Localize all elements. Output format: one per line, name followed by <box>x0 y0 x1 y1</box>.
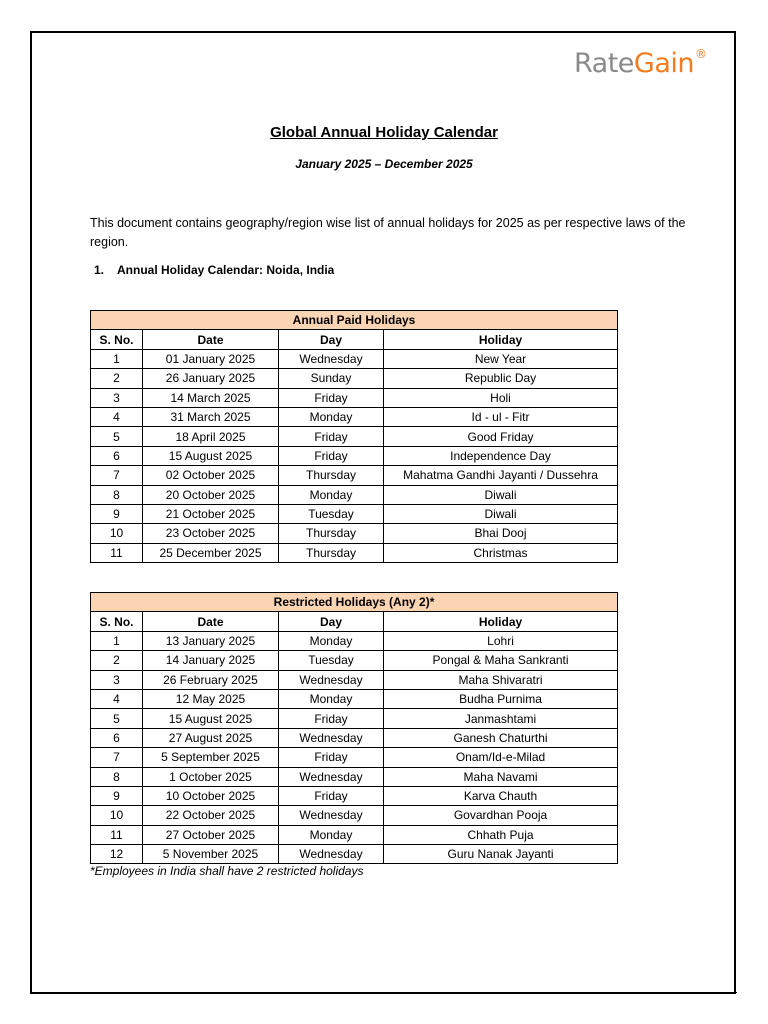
section-title: Annual Holiday Calendar: Noida, India <box>117 263 335 277</box>
cell-sno: 4 <box>91 407 143 426</box>
paid-holidays-caption: Annual Paid Holidays <box>91 311 618 330</box>
cell-holiday: Id - ul - Fitr <box>384 407 618 426</box>
cell-date: 14 March 2025 <box>143 388 279 407</box>
cell-sno: 9 <box>91 504 143 523</box>
cell-date: 26 February 2025 <box>143 670 279 689</box>
cell-sno: 8 <box>91 485 143 504</box>
cell-day: Friday <box>279 446 384 465</box>
table-row <box>91 806 618 825</box>
cell-holiday: Holi <box>384 388 618 407</box>
cell-day: Wednesday <box>279 349 384 368</box>
cell-sno: 9 <box>91 786 143 805</box>
document-subtitle: January 2025 – December 2025 <box>295 157 473 171</box>
cell-sno: 8 <box>91 767 143 786</box>
cell-holiday: Independence Day <box>384 446 618 465</box>
table-row <box>91 728 618 747</box>
cell-date: 02 October 2025 <box>143 466 279 485</box>
cell-sno: 2 <box>91 369 143 388</box>
cell-sno: 12 <box>91 845 143 864</box>
table-caption-row <box>91 593 618 612</box>
cell-date: 31 March 2025 <box>143 407 279 426</box>
cell-day: Thursday <box>279 524 384 543</box>
intro-paragraph: This document contains geography/region wise list of annual holidays for 2025 as per respective laws of the region. <box>90 216 686 249</box>
cell-day: Monday <box>279 689 384 708</box>
table-row <box>91 825 618 844</box>
cell-day: Friday <box>279 427 384 446</box>
table-row <box>91 689 618 708</box>
page-border-shadow-right <box>735 34 736 994</box>
cell-sno: 4 <box>91 689 143 708</box>
cell-sno: 6 <box>91 446 143 465</box>
cell-holiday: Mahatma Gandhi Jayanti / Dussehra <box>384 466 618 485</box>
cell-sno: 7 <box>91 748 143 767</box>
section-heading <box>94 263 334 277</box>
cell-sno: 3 <box>91 388 143 407</box>
column-header-date: Date <box>143 330 279 349</box>
cell-date: 23 October 2025 <box>143 524 279 543</box>
section-number: 1. <box>94 263 105 277</box>
cell-holiday: Onam/Id-e-Milad <box>384 748 618 767</box>
cell-sno: 11 <box>91 825 143 844</box>
table-row <box>91 524 618 543</box>
cell-sno: 3 <box>91 670 143 689</box>
table-row <box>91 427 618 446</box>
table-header-row <box>91 330 618 349</box>
cell-day: Thursday <box>279 466 384 485</box>
cell-day: Tuesday <box>279 504 384 523</box>
cell-holiday: Diwali <box>384 504 618 523</box>
column-header-sno: S. No. <box>91 612 143 631</box>
logo-text-gain: Gain <box>633 48 695 79</box>
table-row <box>91 543 618 562</box>
cell-day: Thursday <box>279 543 384 562</box>
restricted-holidays-table <box>90 592 618 864</box>
cell-date: 14 January 2025 <box>143 651 279 670</box>
cell-sno: 10 <box>91 806 143 825</box>
cell-holiday: Maha Navami <box>384 767 618 786</box>
cell-date: 25 December 2025 <box>143 543 279 562</box>
cell-date: 5 November 2025 <box>143 845 279 864</box>
cell-holiday: Ganesh Chaturthi <box>384 728 618 747</box>
cell-sno: 11 <box>91 543 143 562</box>
cell-holiday: Janmashtami <box>384 709 618 728</box>
cell-holiday: Maha Shivaratri <box>384 670 618 689</box>
table-row <box>91 748 618 767</box>
cell-holiday: Pongal & Maha Sankranti <box>384 651 618 670</box>
cell-day: Friday <box>279 786 384 805</box>
cell-sno: 5 <box>91 427 143 446</box>
cell-date: 26 January 2025 <box>143 369 279 388</box>
cell-day: Monday <box>279 407 384 426</box>
table-row <box>91 407 618 426</box>
cell-day: Monday <box>279 825 384 844</box>
cell-holiday: New Year <box>384 349 618 368</box>
cell-day: Wednesday <box>279 670 384 689</box>
table-row <box>91 709 618 728</box>
cell-date: 10 October 2025 <box>143 786 279 805</box>
table-row <box>91 631 618 650</box>
restricted-holidays-body <box>91 631 618 864</box>
cell-date: 12 May 2025 <box>143 689 279 708</box>
table-row <box>91 485 618 504</box>
cell-holiday: Guru Nanak Jayanti <box>384 845 618 864</box>
cell-holiday: Chhath Puja <box>384 825 618 844</box>
column-header-holiday: Holiday <box>384 330 618 349</box>
cell-holiday: Diwali <box>384 485 618 504</box>
cell-sno: 5 <box>91 709 143 728</box>
cell-date: 27 August 2025 <box>143 728 279 747</box>
cell-sno: 10 <box>91 524 143 543</box>
column-header-holiday: Holiday <box>384 612 618 631</box>
cell-holiday: Karva Chauth <box>384 786 618 805</box>
cell-holiday: Bhai Dooj <box>384 524 618 543</box>
paid-holidays-table <box>90 310 618 563</box>
restricted-holidays-caption: Restricted Holidays (Any 2)* <box>91 593 618 612</box>
cell-day: Wednesday <box>279 806 384 825</box>
cell-day: Wednesday <box>279 728 384 747</box>
cell-date: 15 August 2025 <box>143 709 279 728</box>
table-row <box>91 388 618 407</box>
cell-date: 01 January 2025 <box>143 349 279 368</box>
cell-holiday: Govardhan Pooja <box>384 806 618 825</box>
table-row <box>91 670 618 689</box>
logo-registered-mark: ® <box>695 47 707 61</box>
table-row <box>91 651 618 670</box>
column-header-day: Day <box>279 612 384 631</box>
cell-date: 5 September 2025 <box>143 748 279 767</box>
cell-day: Tuesday <box>279 651 384 670</box>
table-row <box>91 786 618 805</box>
cell-sno: 7 <box>91 466 143 485</box>
table-row <box>91 349 618 368</box>
table-row <box>91 767 618 786</box>
cell-date: 21 October 2025 <box>143 504 279 523</box>
paid-holidays-body <box>91 349 618 562</box>
table-row <box>91 845 618 864</box>
cell-sno: 1 <box>91 631 143 650</box>
cell-day: Friday <box>279 748 384 767</box>
cell-date: 18 April 2025 <box>143 427 279 446</box>
table-caption-row <box>91 311 618 330</box>
cell-sno: 2 <box>91 651 143 670</box>
cell-day: Wednesday <box>279 767 384 786</box>
cell-day: Monday <box>279 631 384 650</box>
cell-day: Wednesday <box>279 845 384 864</box>
cell-holiday: Budha Purnima <box>384 689 618 708</box>
table-row <box>91 446 618 465</box>
table-row <box>91 504 618 523</box>
cell-holiday: Republic Day <box>384 369 618 388</box>
document-title-text: Global Annual Holiday Calendar <box>270 124 498 141</box>
logo-text-rate: Rate <box>574 48 634 79</box>
cell-sno: 6 <box>91 728 143 747</box>
cell-holiday: Christmas <box>384 543 618 562</box>
company-logo <box>574 47 707 79</box>
cell-date: 27 October 2025 <box>143 825 279 844</box>
table-row <box>91 466 618 485</box>
column-header-sno: S. No. <box>91 330 143 349</box>
cell-day: Friday <box>279 709 384 728</box>
table-header-row <box>91 612 618 631</box>
column-header-day: Day <box>279 330 384 349</box>
column-header-date: Date <box>143 612 279 631</box>
footnote: *Employees in India shall have 2 restricted holidays <box>90 864 364 878</box>
cell-holiday: Good Friday <box>384 427 618 446</box>
cell-day: Friday <box>279 388 384 407</box>
cell-holiday: Lohri <box>384 631 618 650</box>
cell-sno: 1 <box>91 349 143 368</box>
document-title <box>0 124 768 141</box>
cell-date: 15 August 2025 <box>143 446 279 465</box>
cell-date: 20 October 2025 <box>143 485 279 504</box>
cell-date: 1 October 2025 <box>143 767 279 786</box>
cell-day: Sunday <box>279 369 384 388</box>
cell-date: 22 October 2025 <box>143 806 279 825</box>
cell-day: Monday <box>279 485 384 504</box>
table-row <box>91 369 618 388</box>
cell-date: 13 January 2025 <box>143 631 279 650</box>
page-border-shadow-bottom <box>33 992 737 993</box>
